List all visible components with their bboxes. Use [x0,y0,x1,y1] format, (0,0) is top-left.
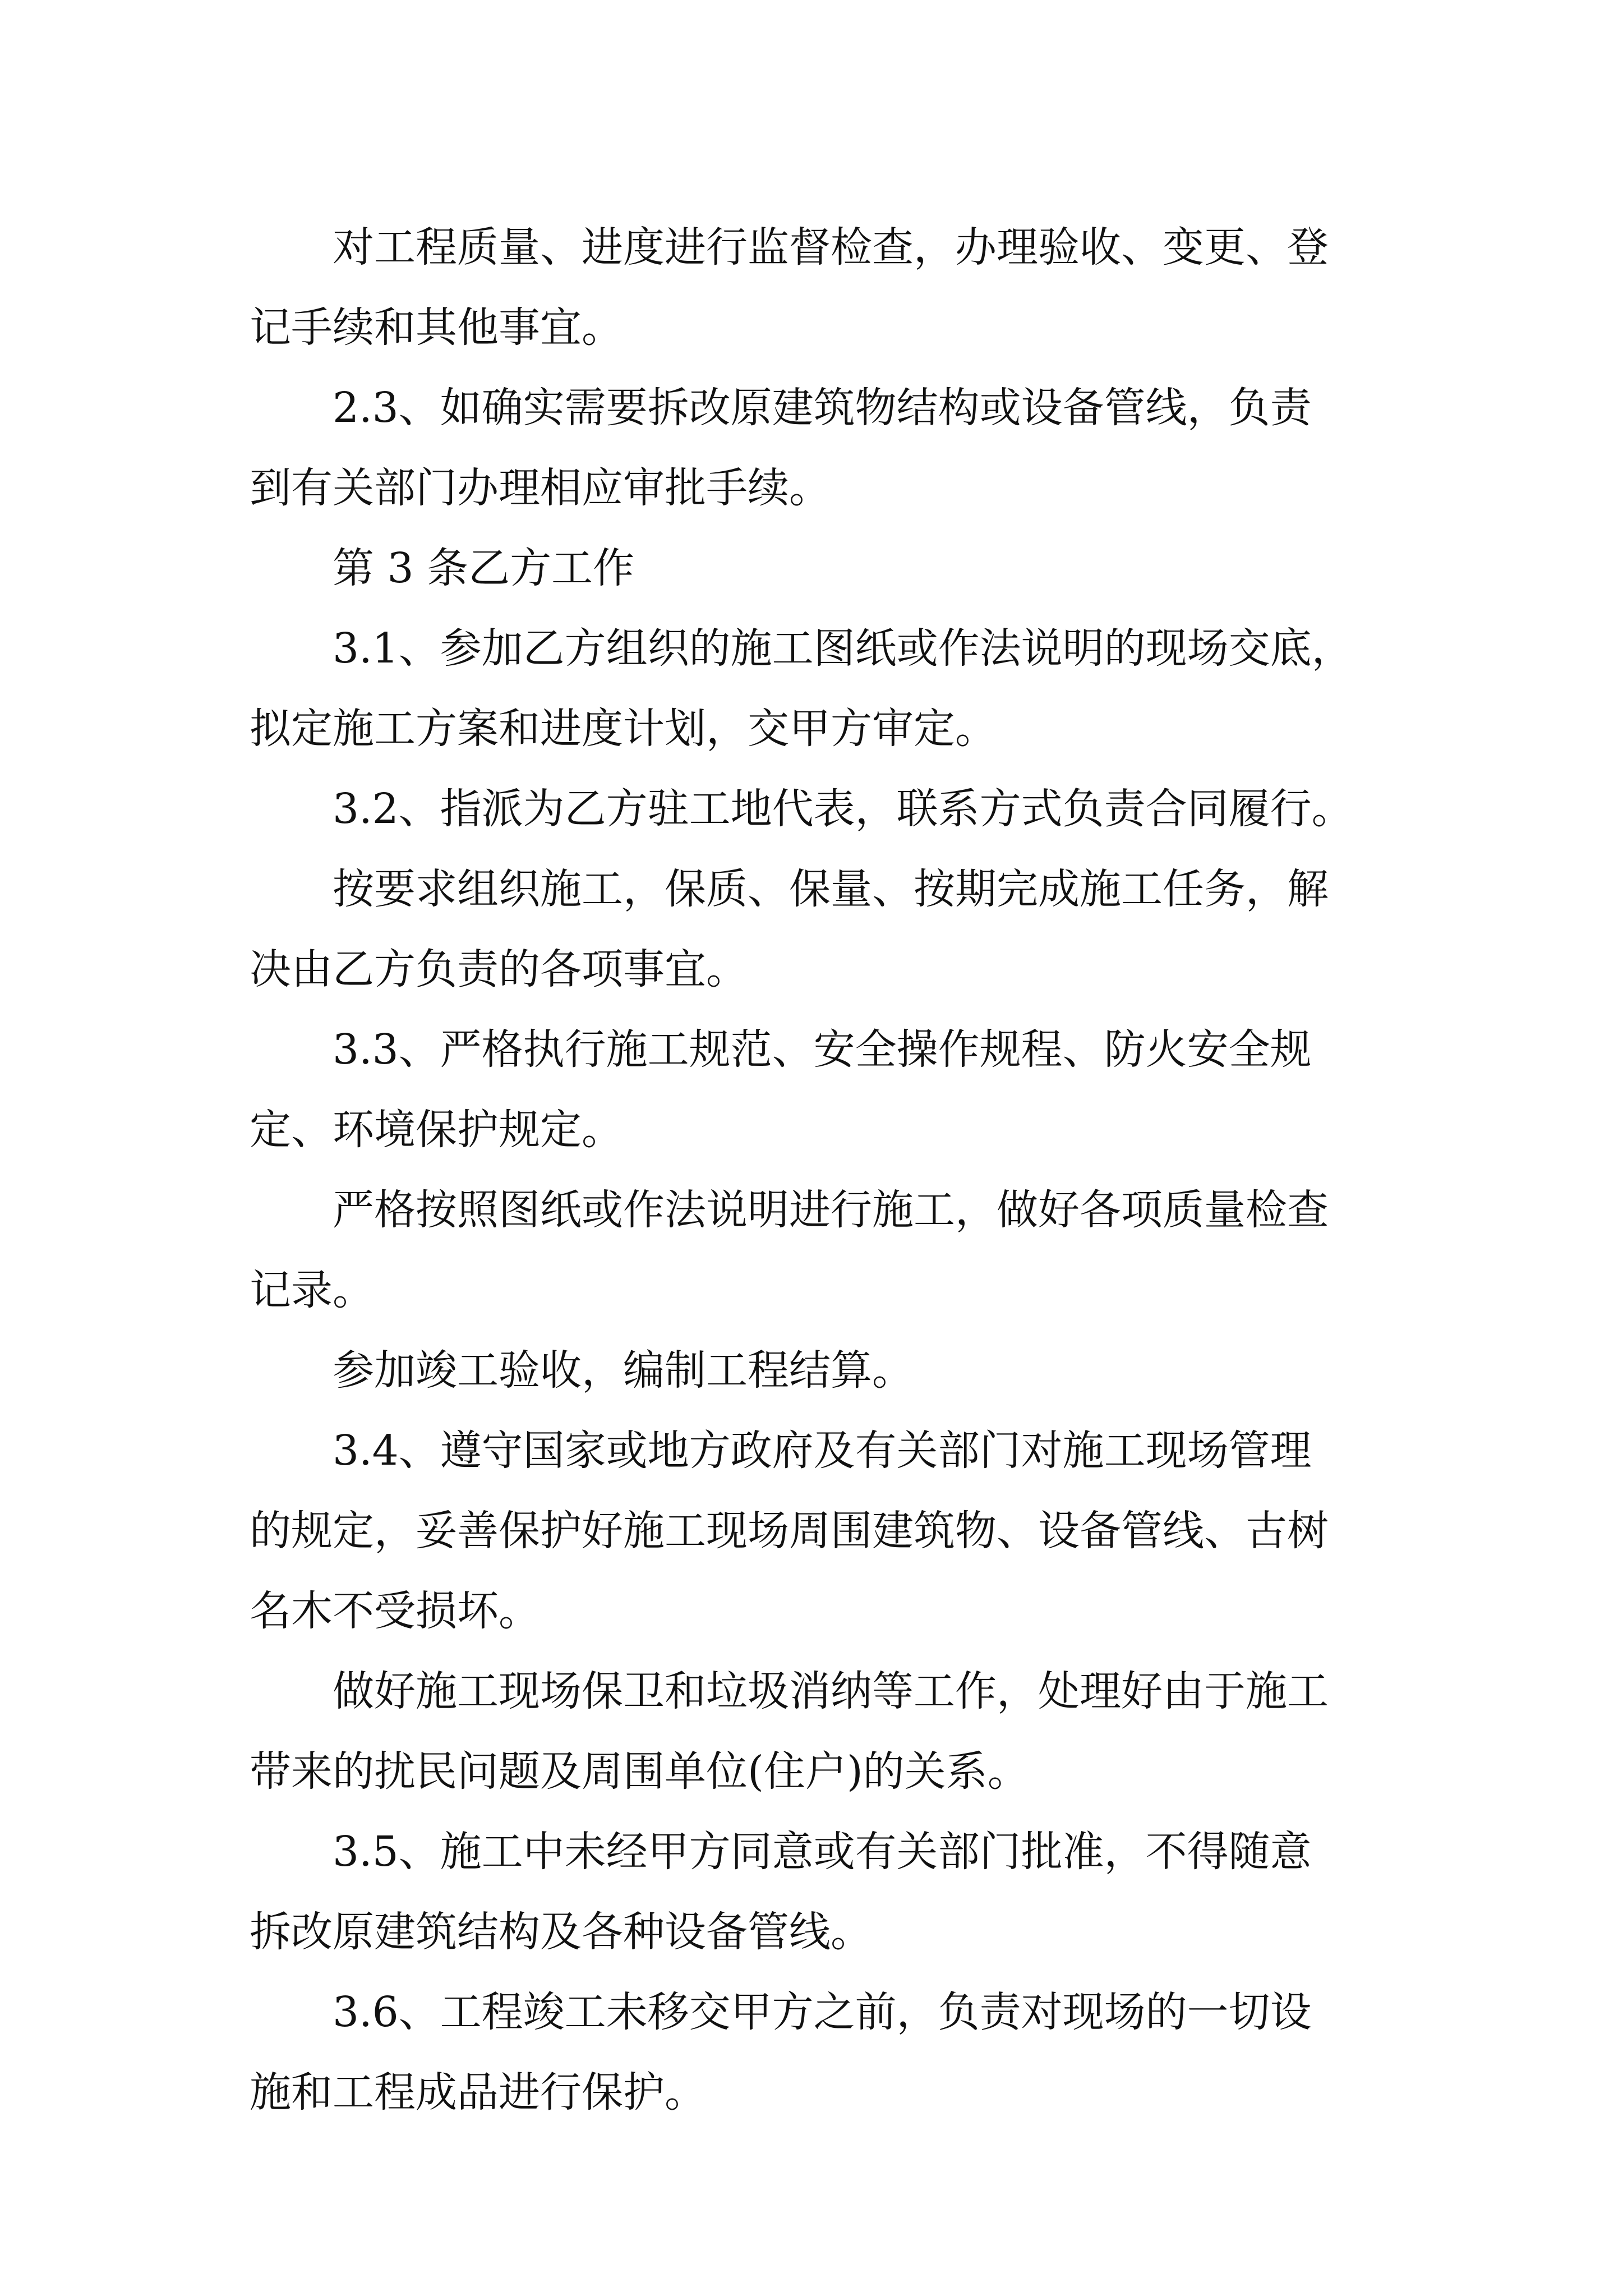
paragraph-line: 3.3、严格执行施工规范、安全操作规程、防火安全规 [333,1025,1312,1074]
paragraph-line: 3.6、工程竣工未移交甲方之前，负责对现场的一切设 [333,1988,1312,2036]
paragraph-line: 参加竣工验收，编制工程结算。 [333,1346,914,1395]
paragraph-line: 拆改原建筑结构及各种设备管线。 [250,1908,872,1956]
paragraph-line: 3.2、指派为乙方驻工地代表，联系方式负责合同履行。 [333,785,1353,833]
section-heading: 第 3 条乙方工作 [333,544,635,592]
paragraph-line: 到有关部门办理相应审批手续。 [250,464,831,512]
paragraph-line: 决由乙方负责的各项事宜。 [250,945,748,993]
paragraph-line: 施和工程成品进行保护。 [250,2068,706,2116]
paragraph-line: 3.1、参加乙方组织的施工图纸或作法说明的现场交底， [333,624,1353,673]
paragraph-line: 2.3、如确实需要拆改原建筑物结构或设备管线，负责 [333,384,1312,432]
paragraph-line: 对工程质量、进度进行监督检查，办理验收、变更、登 [333,223,1329,272]
paragraph-line: 按要求组织施工，保质、保量、按期完成施工任务，解 [333,865,1329,913]
paragraph-line: 记手续和其他事宜。 [250,303,623,352]
paragraph-line: 3.4、遵守国家或地方政府及有关部门对施工现场管理 [333,1427,1312,1475]
paragraph-line: 拟定施工方案和进度计划，交甲方审定。 [250,705,997,753]
paragraph-line: 的规定，妥善保护好施工现场周围建筑物、设备管线、古树 [250,1507,1329,1555]
paragraph-line: 严格按照图纸或作法说明进行施工，做好各项质量检查 [333,1186,1329,1234]
paragraph-line: 带来的扰民问题及周围单位(住户)的关系。 [250,1747,1029,1796]
document-body [250,208,1382,2133]
paragraph-line: 3.5、施工中未经甲方同意或有关部门批准，不得随意 [333,1828,1312,1876]
paragraph-line: 定、环境保护规定。 [250,1106,623,1154]
paragraph-line: 名木不受损坏。 [250,1587,540,1635]
paragraph-line: 做好施工现场保卫和垃圾消纳等工作，处理好由于施工 [333,1667,1329,1715]
paragraph-line: 记录。 [250,1266,374,1314]
